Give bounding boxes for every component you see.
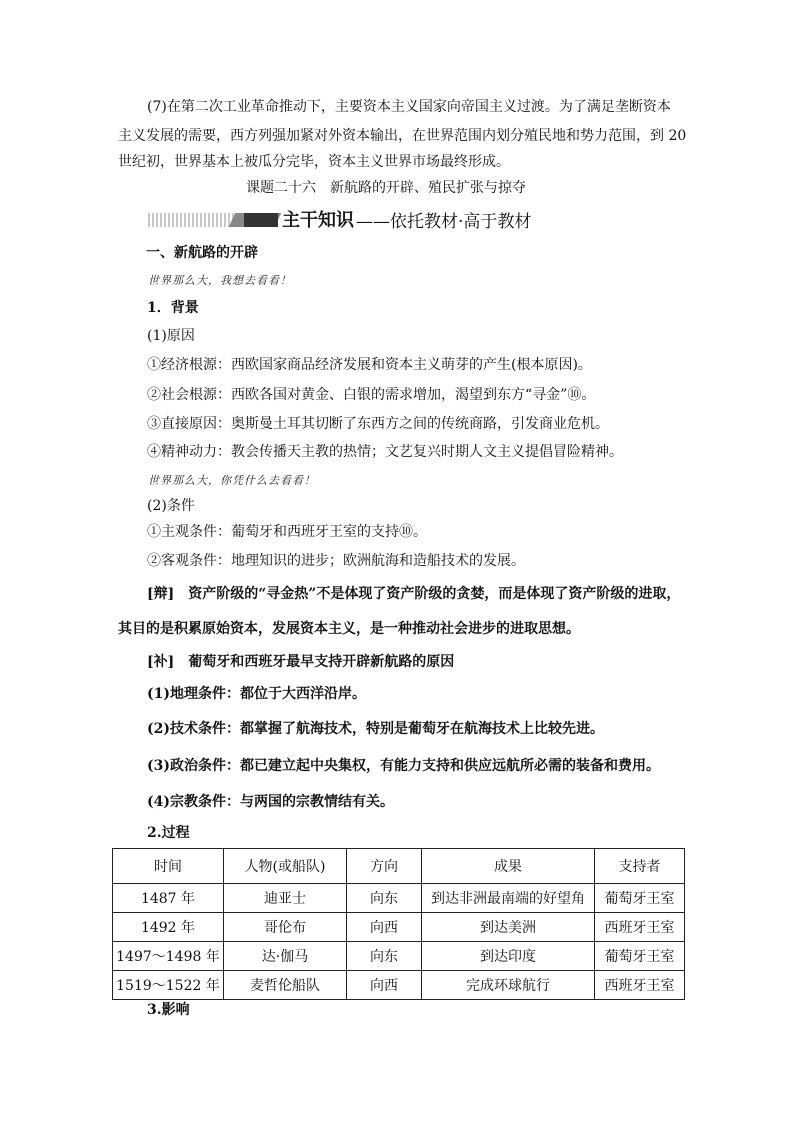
cell-direction: 向东	[347, 942, 422, 971]
cell-direction: 向西	[347, 971, 422, 1000]
bu-item-1: (1)地理条件：都位于大西洋沿岸。	[147, 686, 366, 702]
bu-heading: [补] 葡萄牙和西班牙最早支持开辟新航路的原因	[147, 654, 455, 670]
col-header-result: 成果	[422, 849, 595, 884]
cell-result: 到达印度	[422, 942, 595, 971]
condition-1: ①主观条件：葡萄牙和西班牙王室的支持⑩。	[147, 524, 427, 540]
voyage-table	[112, 848, 685, 1000]
bu-item-4: (4)宗教条件：与两国的宗教情结有关。	[147, 794, 394, 810]
reason-heading: (1)原因	[147, 328, 195, 344]
col-header-person: 人物(或船队)	[224, 849, 347, 884]
table-row	[113, 884, 685, 913]
cell-person: 麦哲伦船队	[224, 971, 347, 1000]
cell-time: 1497～1498 年	[113, 942, 224, 971]
table-header-row	[113, 849, 685, 884]
handwritten-note-2: 世界那么大，你凭什么去看看！	[148, 474, 316, 487]
lesson-title: 课题二十六 新航路的开辟、殖民扩张与掠夺	[246, 180, 526, 196]
handwritten-note-1: 世界那么大，我想去看看！	[148, 274, 292, 287]
cell-person: 哥伦布	[224, 913, 347, 942]
reason-2: ②社会根源：西欧各国对黄金、白银的需求增加，渴望到东方“寻金”⑩。	[147, 387, 596, 403]
bu-item-3: (3)政治条件：都已建立起中央集权，有能力支持和供应远航所必需的装备和费用。	[147, 758, 660, 774]
cell-direction: 向西	[347, 913, 422, 942]
cell-time: 1519～1522 年	[113, 971, 224, 1000]
cell-time: 1487 年	[113, 884, 224, 913]
intro-line-1: (7)在第二次工业革命推动下，主要资本主义国家向帝国主义过渡。为了满足垄断资本	[147, 99, 671, 115]
background-heading: 1．背景	[147, 300, 199, 316]
table-row	[113, 913, 685, 942]
col-header-time: 时间	[113, 849, 224, 884]
cell-time: 1492 年	[113, 913, 224, 942]
bu-item-2: (2)技术条件：都掌握了航海技术，特别是葡萄牙在航海技术上比较先进。	[147, 721, 604, 737]
col-header-direction: 方向	[347, 849, 422, 884]
reason-1: ①经济根源：西欧国家商品经济发展和资本主义萌芽的产生(根本原因)。	[147, 357, 592, 373]
cell-result: 完成环球航行	[422, 971, 595, 1000]
bian-line-2: 其目的是积累原始资本，发展资本主义，是一种推动社会进步的进取思想。	[118, 621, 580, 637]
reason-4: ④精神动力：教会传播天主教的热情；文艺复兴时期人文主义提倡冒险精神。	[147, 444, 623, 460]
cell-person: 迪亚士	[224, 884, 347, 913]
banner-subtitle: ——依托教材·高于教材	[356, 212, 532, 232]
section-heading: 一、新航路的开辟	[146, 245, 258, 261]
cell-direction: 向东	[347, 884, 422, 913]
condition-heading: (2)条件	[147, 498, 195, 514]
process-heading: 2.过程	[147, 825, 190, 841]
cell-supporter: 葡萄牙王室	[595, 942, 685, 971]
banner-dark-block	[244, 213, 278, 227]
cell-supporter: 西班牙王室	[595, 971, 685, 1000]
reason-3: ③直接原因：奥斯曼土耳其切断了东西方之间的传统商路，引发商业危机。	[147, 416, 609, 432]
cell-supporter: 葡萄牙王室	[595, 884, 685, 913]
bian-line-1: [辩] 资产阶级的“寻金热”不是体现了资产阶级的贪婪，而是体现了资产阶级的进取，	[147, 586, 681, 602]
cell-supporter: 西班牙王室	[595, 913, 685, 942]
section-banner	[148, 208, 568, 234]
cell-person: 达·伽马	[224, 942, 347, 971]
intro-line-2: 主义发展的需要，西方列强加紧对外资本输出，在世界范围内划分殖民地和势力范围，到 20	[118, 128, 687, 144]
table-row	[113, 971, 685, 1000]
table-row	[113, 942, 685, 971]
col-header-supporter: 支持者	[595, 849, 685, 884]
condition-2: ②客观条件：地理知识的进步；欧洲航海和造船技术的发展。	[147, 553, 525, 569]
banner-stripes	[148, 213, 234, 227]
impact-heading: 3.影响	[147, 1002, 190, 1018]
banner-title: 主干知识	[282, 210, 354, 231]
intro-line-3: 世纪初，世界基本上被瓜分完毕，资本主义世界市场最终形成。	[118, 154, 510, 170]
cell-result: 到达美洲	[422, 913, 595, 942]
cell-result: 到达非洲最南端的好望角	[422, 884, 595, 913]
